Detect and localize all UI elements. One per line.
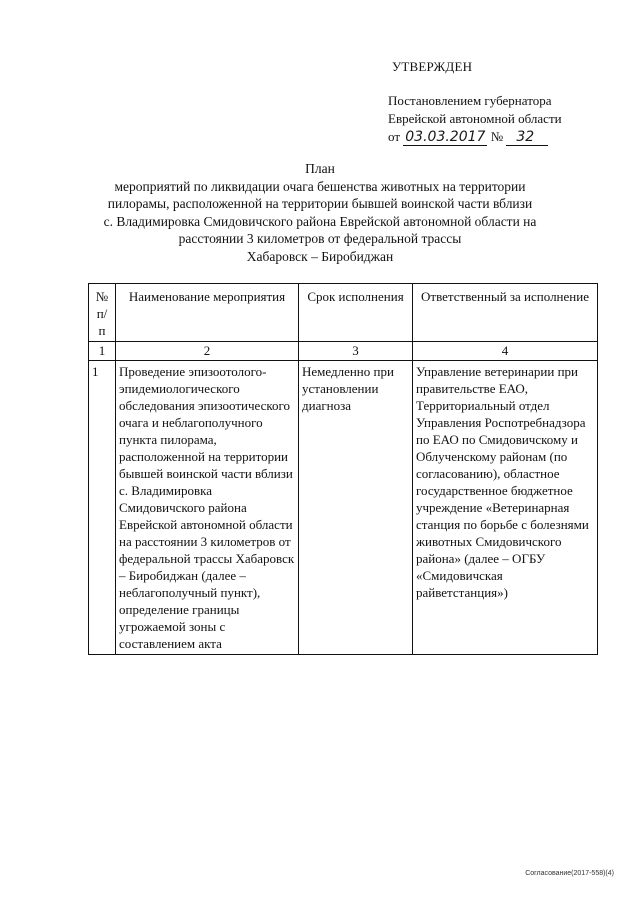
title-line-6: Хабаровск – Биробиджан: [246, 248, 394, 264]
table-row: [89, 361, 598, 655]
number-prefix: №: [490, 129, 504, 144]
header-responsible: Ответственный за исполнение: [413, 284, 598, 342]
approval-block: [388, 58, 608, 146]
column-number-4: 4: [413, 342, 598, 361]
column-number-2: 2: [116, 342, 299, 361]
row-deadline: Немедленно при установлении диагноза: [299, 361, 413, 655]
approved-label: УТВЕРЖДЕН: [392, 59, 473, 74]
title-line-3: пилорамы, расположенной на территории бывшей воинской части вблизи: [107, 196, 533, 211]
title-line-1: План: [305, 161, 335, 176]
header-deadline: Срок исполнения: [299, 284, 413, 342]
table-column-numbers-row: [89, 342, 598, 361]
document-title: [60, 160, 580, 265]
header-number: № п/ п: [89, 284, 116, 342]
column-number-3: 3: [299, 342, 413, 361]
title-line-4: с. Владимировка Смидовичского района Еврейской автономной области на: [103, 213, 537, 229]
plan-table: [88, 283, 598, 655]
row-responsible: Управление ветеринарии при правительстве ЕАО, Территориальный отдел Управления Роспотребнадзора по ЕАО по Смидовичскому и Облученскому районам (по согласованию), областное государственное бюджетное учреждение «Ветеринарная станция по борьбе с болезнями животных Смидовичского района» (далее – ОГБУ «Смидовичская райветстанция»): [413, 361, 598, 655]
approval-line-2: Еврейской автономной области: [388, 111, 562, 126]
date-prefix: от: [388, 129, 401, 144]
approval-date-row: [388, 128, 608, 146]
title-line-2: мероприятий по ликвидации очага бешенства животных на территории: [114, 178, 526, 194]
row-number: 1: [89, 361, 116, 655]
column-number-1: 1: [89, 342, 116, 361]
row-activity: Проведение эпизоотолого-эпидемиологического обследования эпизоотического очага и неблагополучного пункта пилорама, расположенной на территории бывшей воинской части вблизи с. Владимировка Смидовичского района Еврейской автономной области на расстоянии 3 километров от федеральной трассы Хабаровск – Биробиджан (далее – неблагополучный пункт), определение границы угрожаемой зоны с составлением акта: [116, 361, 299, 655]
document-code: Согласование(2017-558)(4): [525, 870, 614, 877]
approval-number: 32: [506, 129, 548, 146]
approval-date: 03.03.2017: [405, 129, 486, 145]
header-activity: Наименование мероприятия: [116, 284, 299, 342]
table-header-row: [89, 284, 598, 342]
title-line-5: расстоянии 3 километров от федеральной трассы: [178, 231, 462, 246]
approval-line-1: Постановлением губернатора: [388, 93, 552, 108]
